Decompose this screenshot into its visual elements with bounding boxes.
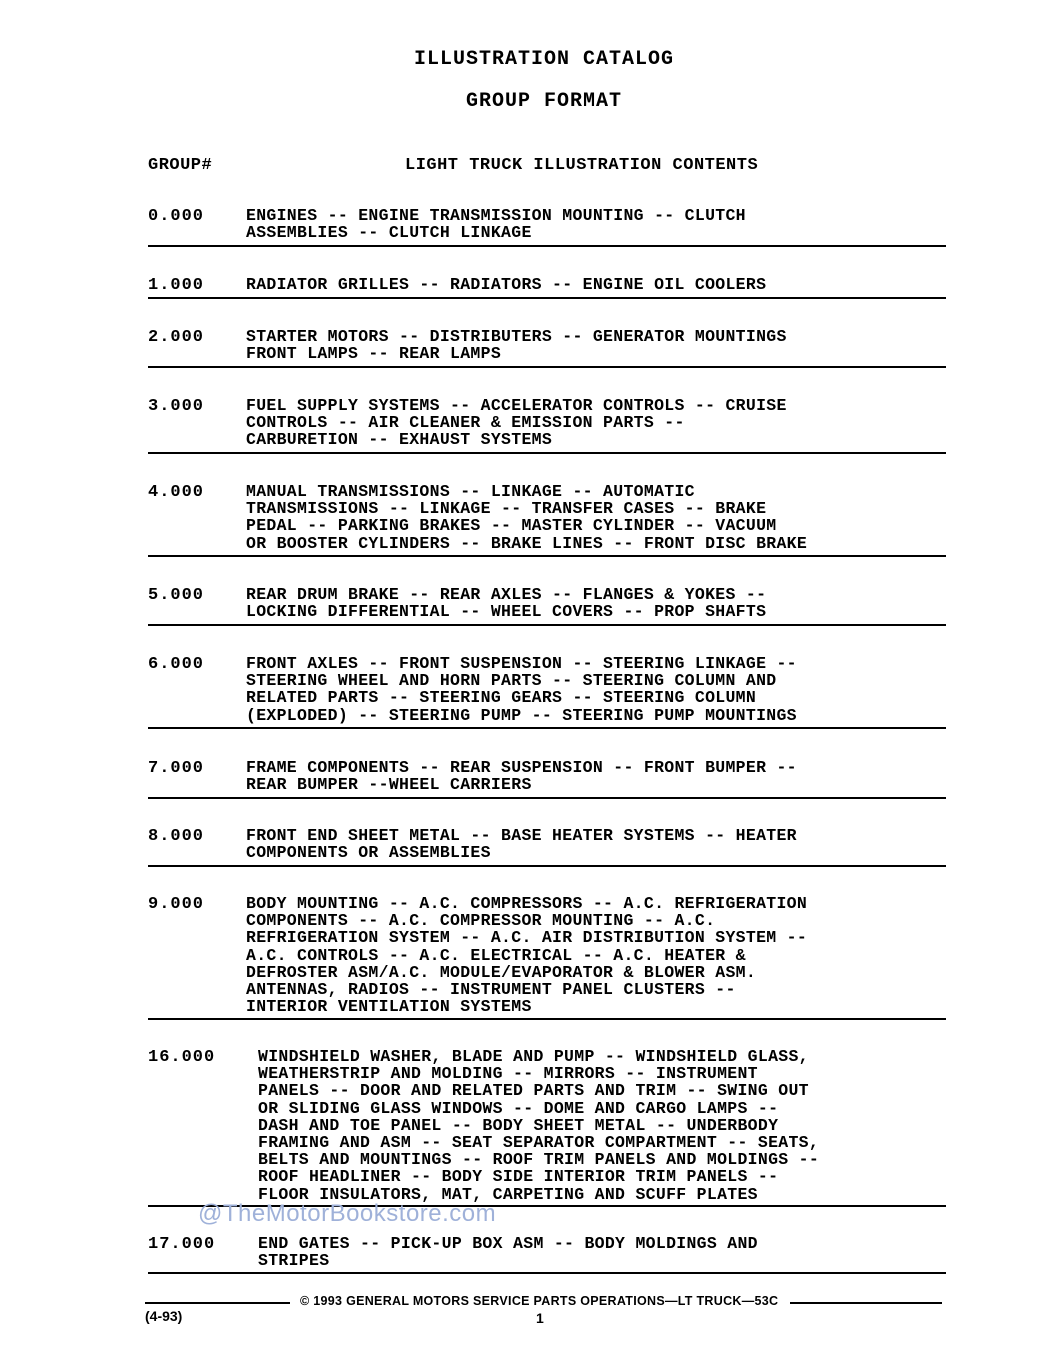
- page-subtitle: GROUP FORMAT: [465, 90, 623, 113]
- divider-rule: [148, 797, 946, 799]
- group-description: ENGINES -- ENGINE TRANSMISSION MOUNTING -- CLUTCH ASSEMBLIES -- CLUTCH LINKAGE: [246, 206, 746, 243]
- page-number: 1: [536, 1310, 544, 1326]
- group-description: RADIATOR GRILLES -- RADIATORS -- ENGINE OIL COOLERS: [246, 275, 767, 294]
- group-description: END GATES -- PICK-UP BOX ASM -- BODY MOLDINGS AND STRIPES: [258, 1234, 758, 1271]
- group-number: 8.000: [148, 827, 205, 846]
- group-description: WINDSHIELD WASHER, BLADE AND PUMP -- WINDSHIELD GLASS, WEATHERSTRIP AND MOLDING -- MIRRORS -- INSTRUMENT PANELS -- DOOR AND RELATED PARTS AND TRIM -- SWING OUT OR SLIDING GLASS WINDOWS -- DOME AND CARGO LAMPS -- DASH AND TOE PANEL -- BODY SHEET METAL -- UNDERBODY FRAMING AND ASM -- SEAT SEPARATOR COMPARTMENT -- SEATS, BELTS AND MOUNTINGS -- ROOF TRIM PANELS AND MOLDINGS -- ROOF HEADLINER -- BODY SIDE INTERIOR TRIM PANELS -- FLOOR INSULATORS, MAT, CARPETING AND SCUFF PLATES: [258, 1047, 820, 1204]
- footer-copyright: © 1993 GENERAL MOTORS SERVICE PARTS OPERATIONS—LT TRUCK—53C: [300, 1294, 779, 1308]
- page-title: ILLUSTRATION CATALOG: [413, 48, 675, 71]
- divider-rule: [148, 727, 946, 729]
- divider-rule: [148, 366, 946, 368]
- group-number: 1.000: [148, 276, 205, 295]
- group-description: FRONT END SHEET METAL -- BASE HEATER SYSTEMS -- HEATER COMPONENTS OR ASSEMBLIES: [246, 826, 797, 863]
- group-number: 4.000: [148, 483, 205, 502]
- group-description: REAR DRUM BRAKE -- REAR AXLES -- FLANGES & YOKES -- LOCKING DIFFERENTIAL -- WHEEL COVERS -- PROP SHAFTS: [246, 585, 767, 622]
- divider-rule: [148, 297, 946, 299]
- divider-rule: [148, 1272, 946, 1274]
- footer-rule-right: [790, 1302, 942, 1304]
- group-description: STARTER MOTORS -- DISTRIBUTERS -- GENERATOR MOUNTINGS FRONT LAMPS -- REAR LAMPS: [246, 327, 787, 364]
- group-number: 0.000: [148, 207, 205, 226]
- group-number: 7.000: [148, 759, 205, 778]
- group-description: FRAME COMPONENTS -- REAR SUSPENSION -- FRONT BUMPER -- REAR BUMPER --WHEEL CARRIERS: [246, 758, 797, 795]
- group-number: 16.000: [148, 1048, 216, 1067]
- divider-rule: [148, 624, 946, 626]
- group-number: 17.000: [148, 1235, 216, 1254]
- group-column-header: GROUP#: [148, 156, 213, 175]
- group-number: 6.000: [148, 655, 205, 674]
- group-number: 5.000: [148, 586, 205, 605]
- divider-rule: [148, 865, 946, 867]
- contents-column-header: LIGHT TRUCK ILLUSTRATION CONTENTS: [405, 156, 759, 175]
- group-description: FRONT AXLES -- FRONT SUSPENSION -- STEERING LINKAGE -- STEERING WHEEL AND HORN PARTS -- STEERING COLUMN AND RELATED PARTS -- STEERING GEARS -- STEERING COLUMN (EXPLODED) -- STEERING PUMP -- STEERING PUMP MOUNTINGS: [246, 654, 797, 725]
- group-description: BODY MOUNTING -- A.C. COMPRESSORS -- A.C. REFRIGERATION COMPONENTS -- A.C. COMPRESSOR MOUNTING -- A.C. REFRIGERATION SYSTEM -- A.C. AIR DISTRIBUTION SYSTEM -- A.C. CONTROLS -- A.C. ELECTRICAL -- A.C. HEATER & DEFROSTER ASM/A.C. MODULE/EVAPORATOR & BLOWER ASM. ANTENNAS, RADIOS -- INSTRUMENT PANEL CLUSTERS -- INTERIOR VENTILATION SYSTEMS: [246, 894, 808, 1017]
- group-number: 2.000: [148, 328, 205, 347]
- watermark-text: @TheMotorBookstore.com: [198, 1200, 497, 1227]
- group-description: MANUAL TRANSMISSIONS -- LINKAGE -- AUTOMATIC TRANSMISSIONS -- LINKAGE -- TRANSFER CASES -- BRAKE PEDAL -- PARKING BRAKES -- MASTER CYLINDER -- VACUUM OR BOOSTER CYLINDERS -- BRAKE LINES -- FRONT DISC BRAKE: [246, 482, 808, 553]
- divider-rule: [148, 452, 946, 454]
- divider-rule: [148, 245, 946, 247]
- group-number: 9.000: [148, 895, 205, 914]
- divider-rule: [148, 555, 946, 557]
- footer-date: (4-93): [145, 1308, 183, 1324]
- divider-rule: [148, 1018, 946, 1020]
- group-number: 3.000: [148, 397, 205, 416]
- group-description: FUEL SUPPLY SYSTEMS -- ACCELERATOR CONTROLS -- CRUISE CONTROLS -- AIR CLEANER & EMISSION PARTS -- CARBURETION -- EXHAUST SYSTEMS: [246, 396, 787, 450]
- footer-rule-left: [145, 1302, 290, 1304]
